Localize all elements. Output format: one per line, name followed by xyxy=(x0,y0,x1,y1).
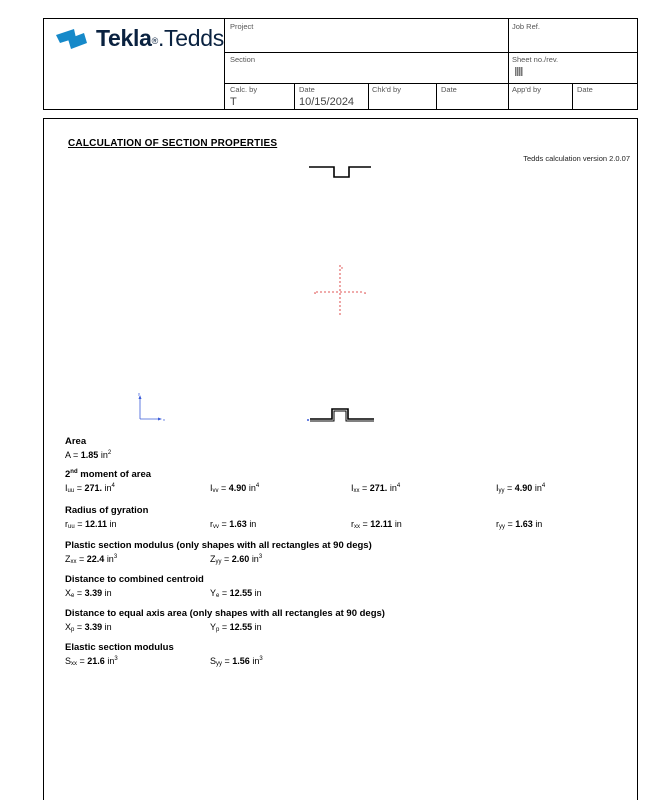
logo-cell xyxy=(44,19,225,109)
zyy-value: Zyy = 2.60 $in^3$ xyxy=(210,554,263,565)
sxx-value: Sxx = 21.6 $in^3$ xyxy=(65,656,118,667)
appd-date-label: Date xyxy=(577,85,593,94)
grid-line xyxy=(225,52,638,53)
title-block xyxy=(43,18,638,110)
date-label: Date xyxy=(299,85,315,94)
date-value: 10/15/2024 xyxy=(299,96,355,108)
grid-line xyxy=(508,19,509,109)
axis-y-label: y xyxy=(138,391,140,396)
ye-value: Ye = 12.55 in xyxy=(210,588,262,599)
sheet-no-value xyxy=(515,67,523,76)
axis-v-label: v xyxy=(341,265,343,270)
project-label: Project xyxy=(230,22,254,31)
grid-line xyxy=(572,83,573,109)
ixx-value: Ixx = 271. $in^4$ xyxy=(351,483,401,494)
logo-text: Tekla®.Tedds xyxy=(96,25,224,51)
axis-u-label-end: u xyxy=(364,290,367,295)
rxx-value: rxx = 12.11 in xyxy=(351,519,402,530)
axis-u-label: u xyxy=(314,290,317,295)
area-heading: Area xyxy=(65,436,87,447)
rvv-value: rvv = 1.63 in xyxy=(210,519,257,530)
area-value: A = 1.85 $in^2$ xyxy=(65,450,112,460)
grid-line xyxy=(294,83,295,109)
moment-heading: 2nd moment of area xyxy=(65,469,152,480)
ryy-value: ryy = 1.63 in xyxy=(496,519,543,530)
axis-x-label: x xyxy=(163,417,165,422)
centroid-crosshair xyxy=(310,263,370,319)
calc-by-value: T xyxy=(230,96,237,108)
elastic-heading: Elastic section modulus xyxy=(65,642,174,653)
iyy-value: Iyy = 4.90 $in^4$ xyxy=(496,483,546,494)
centroid-heading: Distance to combined centroid xyxy=(65,574,204,585)
ivv-value: Ivv = 4.90 $in^4$ xyxy=(210,483,260,494)
section-label: Section xyxy=(230,55,256,64)
version-text: Tedds calculation version 2.0.07 xyxy=(523,154,630,163)
appd-by-label: App'd by xyxy=(512,85,541,94)
tekla-tedds-logo xyxy=(54,25,224,52)
sheet-no-label: Sheet no./rev. xyxy=(512,55,559,64)
grid-line xyxy=(436,83,437,109)
calculation-sheet xyxy=(43,118,638,800)
yp-value: Yp = 12.55 in xyxy=(210,622,262,633)
ruu-value: ruu = 12.11 in xyxy=(65,519,117,530)
chkd-by-label: Chk'd by xyxy=(372,85,401,94)
chkd-date-label: Date xyxy=(441,85,457,94)
page-title: CALCULATION OF SECTION PROPERTIES xyxy=(68,138,278,149)
tekla-logo-icon xyxy=(54,27,90,51)
equal-area-heading: Distance to equal axis area (only shapes with all rectangles at 90 degs) xyxy=(65,608,385,619)
syy-value: Syy = 1.56 $in^3$ xyxy=(210,656,263,667)
grid-line xyxy=(368,83,369,109)
axis-reference xyxy=(136,391,166,421)
section-profile-bottom xyxy=(304,405,384,425)
plastic-heading: Plastic section modulus (only shapes with all rectangles at 90 degs) xyxy=(65,540,372,551)
zxx-value: Zxx = 22.4 $in^3$ xyxy=(65,554,118,565)
calc-by-label: Calc. by xyxy=(230,85,258,94)
gyration-heading: Radius of gyration xyxy=(65,505,149,516)
xp-value: Xp = 3.39 in xyxy=(65,622,112,633)
xe-value: Xe = 3.39 in xyxy=(65,588,112,599)
job-ref-label: Job Ref. xyxy=(512,22,540,31)
grid-line xyxy=(225,83,638,84)
iuu-value: Iuu = 271. $in^4$ xyxy=(65,483,115,494)
section-outline-top xyxy=(309,163,379,183)
